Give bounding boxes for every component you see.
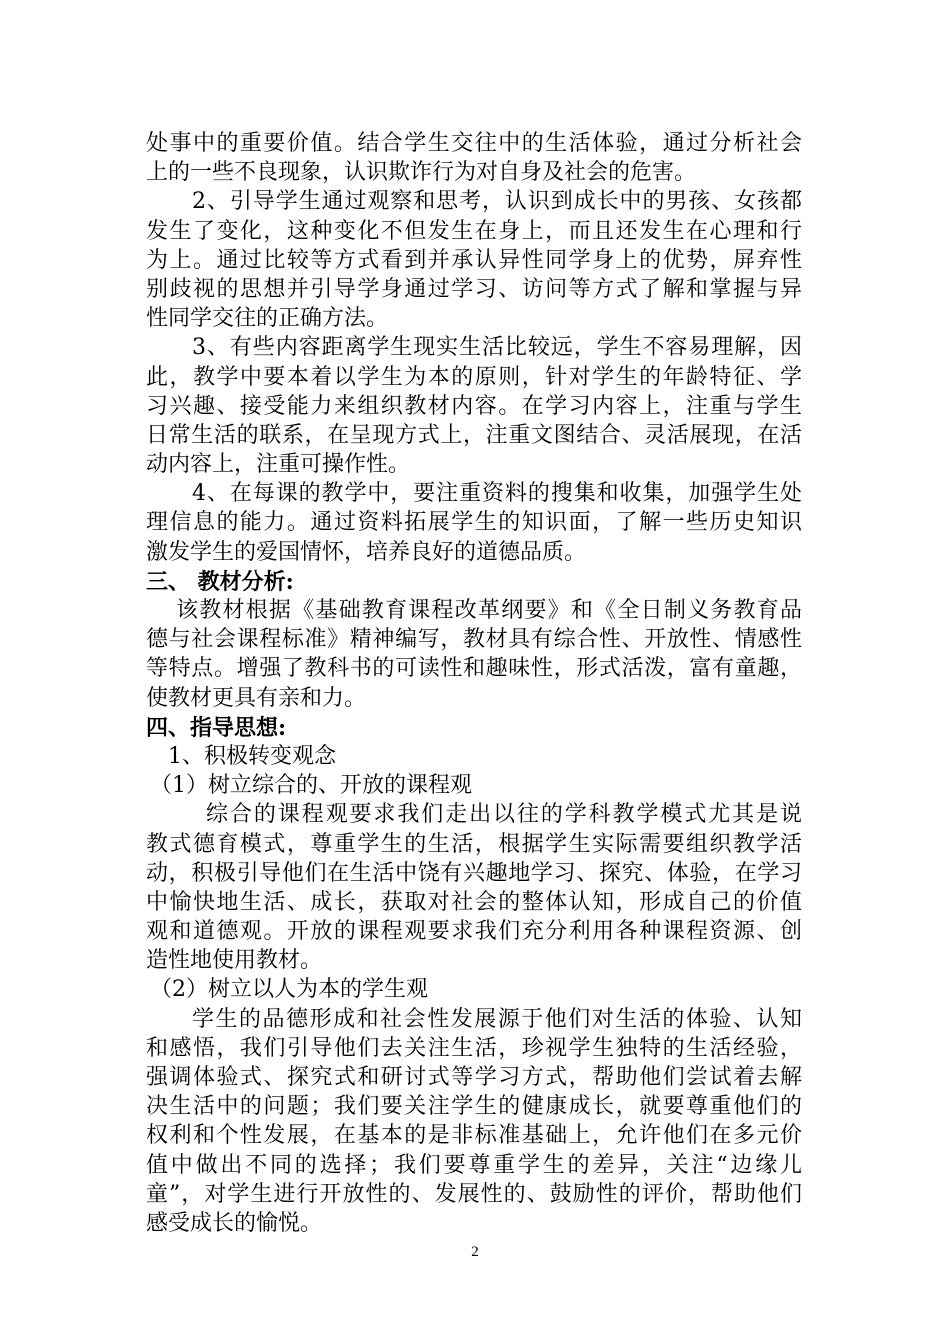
paragraph-line: 童”，对学生进行开放性的、发展性的、鼓励性的评价，帮助他们 (146, 1182, 802, 1207)
subsection-heading: （2）树立以人为本的学生观 (150, 977, 428, 1002)
paragraph-line: 综合的课程观要求我们走出以往的学科教学模式尤其是说 (206, 802, 802, 827)
paragraph-line: 学生的品德形成和社会性发展源于他们对生活的体验、认知 (192, 1007, 802, 1032)
paragraph-line: 教式德育模式，尊重学生的生活，根据学生实际需要组织教学活 (146, 832, 802, 857)
paragraph-line: 中愉快地生活、成长，获取对社会的整体认知，形成自己的价值 (146, 890, 802, 915)
paragraph-line: 理信息的能力。通过资料拓展学生的知识面，了解一些历史知识 (146, 510, 802, 535)
paragraph-line: 4、在每课的教学中，要注重资料的搜集和收集，加强学生处 (192, 481, 802, 506)
paragraph-line: 3、有些内容距离学生现实生活比较远，学生不容易理解，因 (192, 335, 802, 360)
paragraph-line: 该教材根据《基础教育课程改革纲要》和《全日制义务教育品 (176, 598, 802, 623)
paragraph-line: 权利和个性发展，在基本的是非标准基础上，允许他们在多元价 (146, 1123, 802, 1148)
subsection-heading: （1）树立综合的、开放的课程观 (150, 773, 472, 798)
paragraph-line: 等特点。增强了教科书的可读性和趣味性，形式活泼，富有童趣， (146, 656, 802, 681)
page-number: 2 (471, 1244, 479, 1260)
paragraph-line: 值中做出不同的选择；我们要尊重学生的差异，关注“边缘儿 (146, 1153, 802, 1178)
paragraph-line: 决生活中的问题；我们要关注学生的健康成长，就要尊重他们的 (146, 1094, 802, 1119)
paragraph-line: 造性地使用教材。 (146, 948, 323, 973)
paragraph-line: 动内容上，注重可操作性。 (146, 452, 411, 477)
paragraph-line: 和感悟，我们引导他们去关注生活，珍视学生独特的生活经验， (146, 1036, 802, 1061)
paragraph-line: 日常生活的联系，在呈现方式上，注重文图结合、灵活展现，在活 (146, 423, 802, 448)
paragraph-line: 上的一些不良现象，认识欺诈行为对自身及社会的危害。 (146, 160, 697, 185)
paragraph-line: 感受成长的愉悦。 (146, 1211, 323, 1236)
paragraph-line: 激发学生的爱国情怀，培养良好的道德品质。 (146, 540, 587, 565)
paragraph-line: 使教材更具有亲和力。 (146, 686, 367, 711)
paragraph-line: 性同学交往的正确方法。 (146, 306, 389, 331)
paragraph-line: 观和道德观。开放的课程观要求我们充分利用各种课程资源、创 (146, 919, 802, 944)
paragraph-line: 此，教学中要本着以学生为本的原则，针对学生的年龄特征、学 (146, 365, 802, 390)
subsection-heading: 1、积极转变观念 (168, 744, 336, 769)
paragraph-line: 动，积极引导他们在生活中饶有兴趣地学习、探究、体验，在学习 (146, 861, 802, 886)
paragraph-line: 处事中的重要价值。结合学生交往中的生活体验，通过分析社会 (146, 131, 802, 156)
paragraph-line: 2、引导学生通过观察和思考，认识到成长中的男孩、女孩都 (192, 189, 802, 214)
paragraph-line: 强调体验式、探究式和研讨式等学习方式，帮助他们尝试着去解 (146, 1065, 802, 1090)
section-heading: 三、 教材分析: (146, 569, 294, 595)
paragraph-line: 为上。通过比较等方式看到并承认异性同学身上的优势，屏弃性 (146, 248, 802, 273)
paragraph-line: 习兴趣、接受能力来组织教材内容。在学习内容上，注重与学生 (146, 394, 802, 419)
paragraph-line: 发生了变化，这种变化不但发生在身上，而且还发生在心理和行 (146, 219, 802, 244)
paragraph-line: 德与社会课程标准》精神编写，教材具有综合性、开放性、情感性 (146, 627, 802, 652)
section-heading: 四、指导思想: (146, 715, 287, 741)
paragraph-line: 别歧视的思想并引导学身通过学习、访问等方式了解和掌握与异 (146, 277, 802, 302)
